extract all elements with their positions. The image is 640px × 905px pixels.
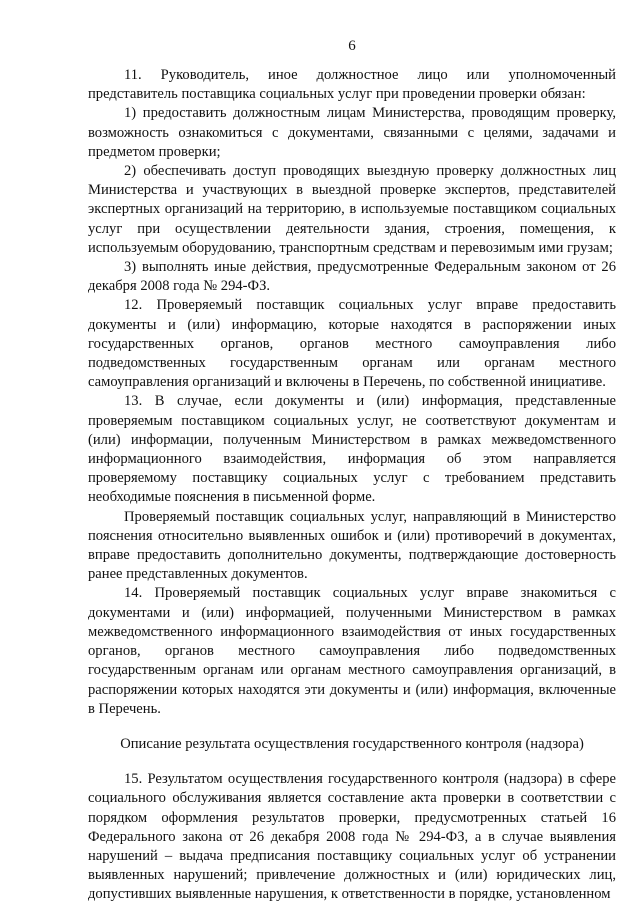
- paragraph-13-continued: Проверяемый поставщик социальных услуг, направляющий в Министерство пояснения относительно выявленных ошибок и (или) противоречий в документах, вправе предоставить дополнительно документы, подтверждающие достоверность ранее представленных документов.: [88, 508, 616, 583]
- section-heading: Описание результата осуществления государственного контроля (надзора): [120, 735, 584, 752]
- paragraph-13: 13. В случае, если документы и (или) информация, представленные проверяемым поставщиком социальных услуг, не соответствуют документам и (или) информации, полученным Министерством в рамках межведомственного информационного взаимодействия, информация об этом направляется проверяемому поставщику социальных услуг с требованием представить необходимые пояснения в письменной форме.: [88, 393, 616, 506]
- body-text-top: [88, 66, 616, 719]
- paragraph-11: 11. Руководитель, иное должностное лицо или уполномоченный представитель поставщика социальных услуг при проведении проверки обязан:: [88, 67, 616, 103]
- paragraph-11-item-1: 1) предоставить должностным лицам Министерства, проводящим проверку, возможность ознакомиться с документами, связанными с целями, задачами и предметом проверки;: [88, 105, 616, 160]
- paragraph-14: 14. Проверяемый поставщик социальных услуг вправе знакомиться с документами и (или) информацией, полученными Министерством в рамках межведомственного информационного взаимодействия от иных государственных органов, органов местного самоуправления либо подведомственных государственным органам или органам местного самоуправления организаций, в распоряжении которых находятся эти документы и (или) информация, включенные в Перечень.: [88, 585, 616, 717]
- paragraph-12: 12. Проверяемый поставщик социальных услуг вправе предоставить документы и (или) информацию, которые находятся в распоряжении иных государственных органов, органов местного самоуправления либо подведомственных государственным органам или органам местного самоуправления организаций и включены в Перечень, по собственной инициативе.: [88, 297, 616, 391]
- paragraph-11-item-3: 3) выполнять иные действия, предусмотренные Федеральным законом от 26 декабря 2008 года № 294-ФЗ.: [88, 259, 616, 295]
- body-text-bottom: [88, 770, 616, 904]
- paragraph-15: 15. Результатом осуществления государственного контроля (надзора) в сфере социального обслуживания является составление акта проверки в соответствии с порядком оформления результатов проверки, предусмотренных статьей 16 Федерального закона от 26 декабря 2008 года № 294-ФЗ, а в случае выявления нарушений – выдача предписания поставщику социальных услуг об устранении выявленных нарушений; привлечение должностных и (или) юридических лиц, допустивших выявленные нарушения, к ответственности в порядке, установленном: [88, 771, 616, 903]
- page-number: 6: [348, 38, 356, 54]
- paragraph-11-item-2: 2) обеспечивать доступ проводящих выездную проверку должностных лиц Министерства и участвующих в выездной проверке экспертов, представителей экспертных организаций на территорию, в используемые поставщиком социальных услуг при осуществлении деятельности здания, строения, помещения, к используемым оборудованию, транспортным средствам и перевозимым ими грузам;: [88, 163, 616, 256]
